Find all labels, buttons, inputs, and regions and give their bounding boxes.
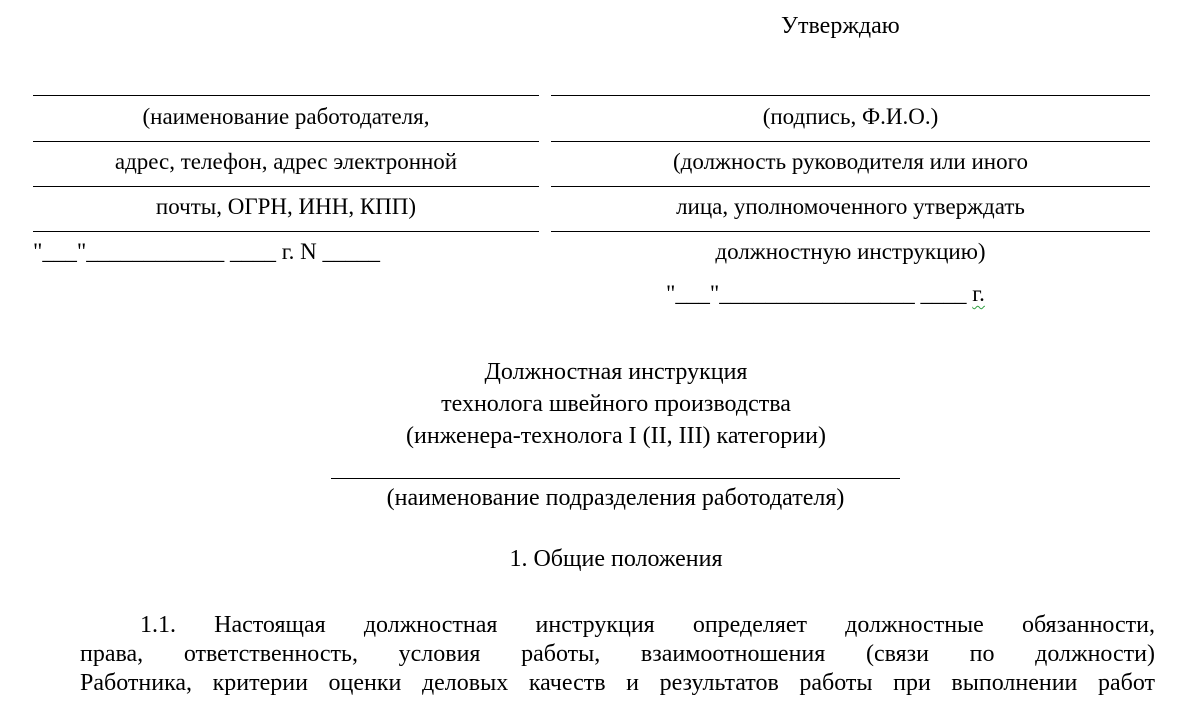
employer-name-caption: (наименование работодателя,: [142, 104, 430, 129]
left-rule-2: [33, 141, 539, 142]
right-date-year-suffix: г.: [972, 281, 985, 306]
employer-contacts-caption: адрес, телефон, адрес электронной: [114, 149, 458, 174]
left-rule-4: [33, 231, 539, 232]
paragraph-line-2: права, ответственность, условия работы, взаимоотношения (связи по должности): [80, 641, 1155, 667]
left-rule-1: [33, 95, 539, 96]
right-rule-2: [551, 141, 1150, 142]
left-rule-3: [33, 186, 539, 187]
position-caption: (должность руководителя или иного: [673, 149, 1028, 174]
right-rule-4: [551, 231, 1150, 232]
paragraph-line-1: 1.1. Настоящая должностная инструкция определяет должностные обязанности,: [140, 612, 1155, 638]
right-date-line: [666, 282, 985, 305]
right-date-quote: "___"_________________ ____: [666, 281, 973, 306]
paragraph-line-3: Работника, критерии оценки деловых качеств и результатов работы при выполнении работ: [80, 670, 1155, 696]
title-line-1: Должностная инструкция: [484, 359, 748, 385]
right-rule-3: [551, 186, 1150, 187]
employer-ids-caption: почты, ОГРН, ИНН, КПП): [155, 194, 417, 219]
title-line-3: (инженера-технолога I (II, III) категории): [406, 423, 826, 449]
title-line-2: технолога швейного производства: [441, 391, 791, 417]
department-caption: (наименование подразделения работодателя): [386, 485, 845, 511]
job-instruction-caption: должностную инструкцию): [715, 239, 986, 264]
approve-label: Утверждаю: [781, 13, 900, 39]
department-rule: [331, 478, 900, 479]
authorized-person-caption: лица, уполномоченного утверждать: [676, 194, 1025, 219]
section-heading: 1. Общие положения: [509, 546, 723, 572]
document-title: [0, 356, 1200, 452]
right-rule-1: [551, 95, 1150, 96]
signature-caption: (подпись, Ф.И.О.): [762, 104, 939, 129]
left-date-line: "___"____________ ____ г. N _____: [33, 239, 380, 264]
